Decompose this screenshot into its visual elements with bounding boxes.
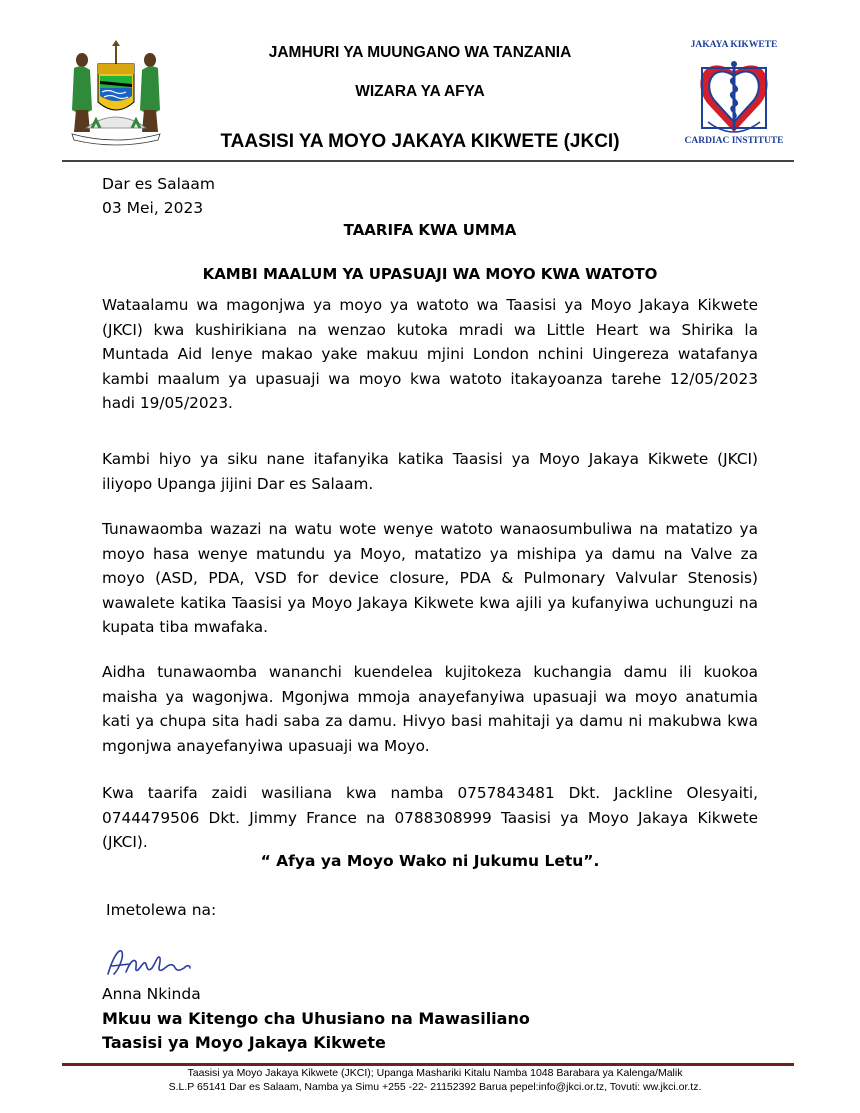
place: Dar es Salaam [102,175,216,193]
jkci-logo-top-text: JAKAYA KIKWETE [690,40,778,50]
place-date-block [102,172,215,220]
signatory-name: Anna Nkinda [102,985,201,1003]
paragraph-1: Wataalamu wa magonjwa ya moyo ya watoto wa Taasisi ya Moyo Jakaya Kikwete (JKCI) kwa kushirikiana na wenzao kutoka mradi wa Little Heart wa Shirika la Muntada Aid lenye makao yake makuu mjini London nchini Uingereza watafanya kambi maalum ya upasuaji wa moyo kwa watoto itakayoanza tarehe 12/05/2023 hadi 19/05/2023. [102,296,758,412]
document-title: TAARIFA KWA UMMA [343,221,517,239]
footer-address: Taasisi ya Moyo Jakaya Kikwete (JKCI); Upanga Mashariki Kitalu Namba 1048 Barabara ya Kalenga/Malik [187,1067,683,1079]
header-divider [62,160,794,162]
issued-by-label: Imetolewa na: [106,901,217,919]
paragraph-2: Kambi hiyo ya siku nane itafanyika katika Taasisi ya Moyo Jakaya Kikwete (JKCI) iliyopo Upanga jijini Dar es Salaam. [102,450,758,493]
paragraph-3: Tunawaomba wazazi na watu wote wenye watoto wanaosumbuliwa na matatizo ya moyo hasa wenye matundu ya Moyo, matatizo ya mishipa ya damu na Valve za moyo (ASD, PDA, VSD for device closure, PDA & Pulmonary Valvular Stenosis) wawalete katika Taasisi ya Moyo Jakaya Kikwete kwa ajili ya kufanyiwa uchunguzi na kupata tiba mwafaka. [102,520,758,636]
jkci-logo [676,38,792,150]
slogan: “ Afya ya Moyo Wako ni Jukumu Letu”. [260,852,600,870]
header-institute: TAASISI YA MOYO JAKAYA KIKWETE (JKCI) [220,131,620,152]
header-ministry: WIZARA YA AFYA [355,83,485,100]
header-country: JAMHURI YA MUUNGANO WA TANZANIA [268,44,572,61]
date: 03 Mei, 2023 [102,199,204,217]
signature [104,944,194,980]
signatory-title: Mkuu wa Kitengo cha Uhusiano na Mawasiliano [102,1009,530,1028]
paragraph-5: Kwa taarifa zaidi wasiliana kwa namba 0757843481 Dkt. Jackline Olesyaiti, 0744479506 Dkt. Jimmy France na 0788308999 Taasisi ya Moyo Jakaya Kikwete (JKCI). [102,784,758,851]
jkci-logo-bottom-text: CARDIAC INSTITUTE [684,136,784,146]
footer-contacts: S.L.P 65141 Dar es Salaam, Namba ya Simu +255 -22- 21152392 Barua pepel:info@jkci.or.tz, Tovuti: ww.jkci.or.tz. [168,1081,702,1093]
signatory-institution: Taasisi ya Moyo Jakaya Kikwete [102,1033,386,1052]
document-subtitle: KAMBI MAALUM YA UPASUAJI WA MOYO KWA WATOTO [202,265,658,283]
footer-divider [62,1063,794,1066]
paragraph-4: Aidha tunawaomba wananchi kuendelea kujitokeza kuchangia damu ili kuokoa maisha ya wagonjwa. Mgonjwa mmoja anayefanyiwa upasuaji wa moyo anatumia kati ya chupa sita hadi saba za damu. Hivyo basi mahitaji ya damu ni makubwa kwa mgonjwa anayefanyiwa upasuaji wa Moyo. [102,663,758,755]
